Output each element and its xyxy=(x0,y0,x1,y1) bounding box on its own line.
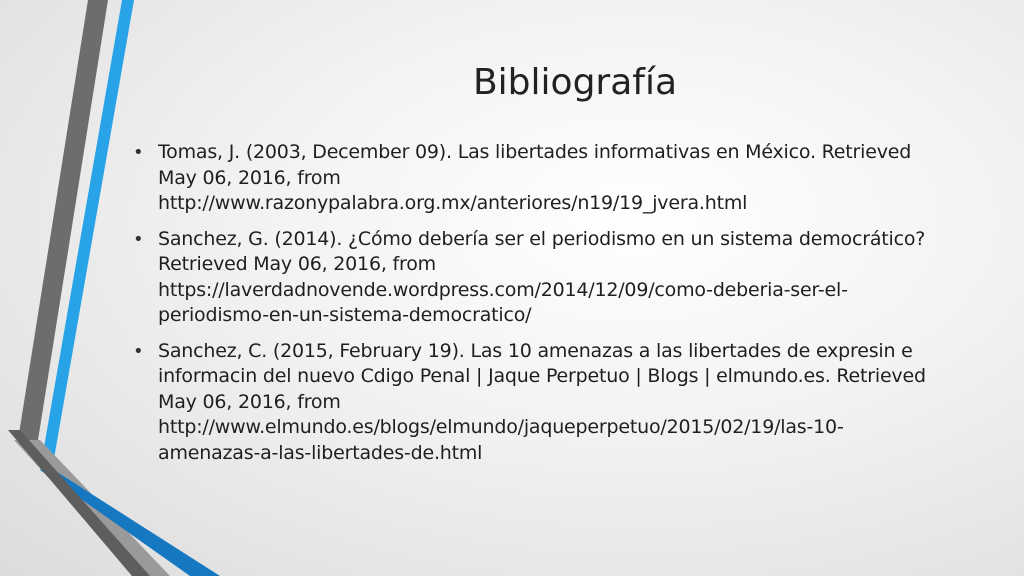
reference-url: amenazas-a-las-libertades-de.html xyxy=(158,441,483,464)
reference-url: periodismo-en-un-sistema-democratico/ xyxy=(158,304,532,326)
reference-line: Sanchez, C. (2015, February 19). Las 10 amenazas a las libertades de expresin e xyxy=(158,339,913,362)
reference-item xyxy=(130,339,945,467)
reference-line: May 06, 2016, from xyxy=(158,166,341,189)
reference-url: http://www.razonypalabra.org.mx/anteriores/n19/19_jvera.html xyxy=(158,192,748,214)
reference-text xyxy=(158,227,945,329)
reference-line: Tomas, J. (2003, December 09). Las libertades informativas en México. Retrieved xyxy=(158,141,912,163)
reference-line: Retrieved May 06, 2016, from xyxy=(158,253,436,275)
reference-list xyxy=(130,140,945,466)
reference-text xyxy=(158,140,945,217)
bullet-icon: • xyxy=(133,340,144,362)
reference-item xyxy=(130,140,945,217)
reference-url: http://www.elmundo.es/blogs/elmundo/jaqueperpetuo/2015/02/19/las-10- xyxy=(158,416,844,438)
slide-title: Bibliografía xyxy=(472,62,678,103)
bullet-icon: • xyxy=(133,228,144,250)
reference-line: informacin del nuevo Cdigo Penal | Jaque Perpetuo | Blogs | elmundo.es. Retrieved xyxy=(158,365,926,387)
reference-line: May 06, 2016, from xyxy=(158,390,341,413)
reference-item xyxy=(130,227,945,329)
bullet-icon: • xyxy=(133,142,144,163)
reference-url: https://laverdadnovende.wordpress.com/2014/12/09/como-deberia-ser-el- xyxy=(158,278,848,301)
reference-text xyxy=(158,339,945,467)
bibliography-content xyxy=(130,140,945,476)
reference-line: Sanchez, G. (2014). ¿Cómo debería ser el periodismo en un sistema democrático? xyxy=(158,227,926,250)
stripe-gray-lower xyxy=(8,430,150,576)
